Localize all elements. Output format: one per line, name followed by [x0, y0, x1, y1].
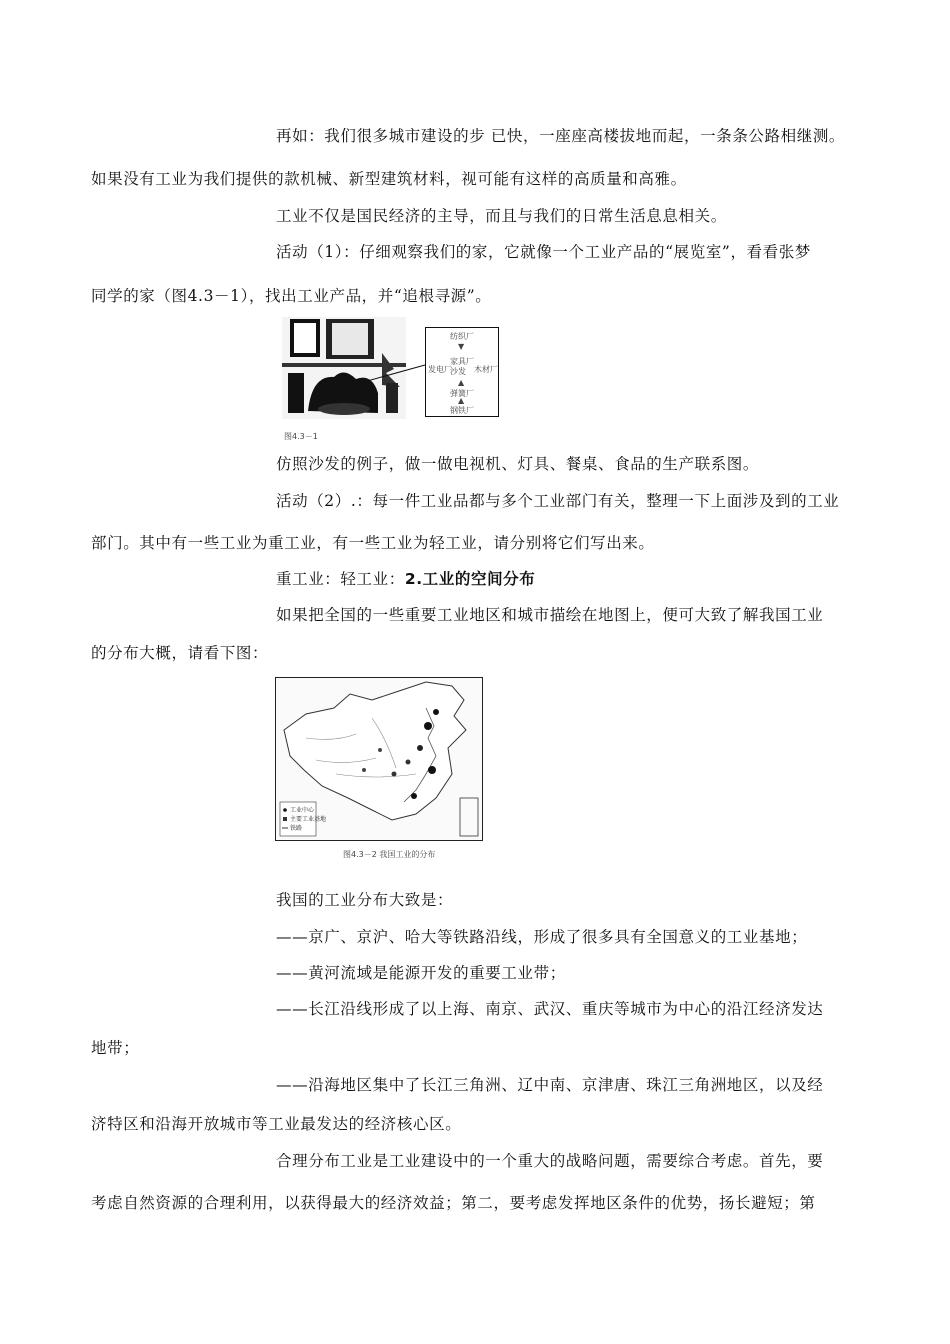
paragraph-line: [276, 569, 535, 589]
paragraph-line: 活动（2）.：每一件工业品都与多个工业部门有关，整理一下上面涉及到的工业: [276, 492, 840, 510]
paragraph-line: 我国的工业分布大致是：: [276, 891, 454, 909]
arrow-up-icon: ▲: [458, 396, 465, 405]
diagram-center-node: 家具厂: [450, 357, 474, 366]
diagram-below-node: 弹簧厂: [450, 389, 474, 398]
arrow-up-icon: ▲: [458, 378, 465, 387]
diagram-bottom-node: 钢铁厂: [450, 406, 474, 415]
diagram-top-node: 纺织厂: [450, 332, 474, 341]
paragraph-line: 仿照沙发的例子，做一做电视机、灯具、餐桌、食品的生产联系图。: [276, 455, 760, 473]
paragraph-line: 的分布大概，请看下图：: [91, 644, 269, 662]
legend-item: 工业中心: [290, 807, 315, 814]
paragraph-line: 如果没有工业为我们提供的款机械、新型建筑材料，视可能有这样的高质量和高雅。: [91, 170, 687, 188]
legend-item: 主要工业基地: [290, 816, 327, 823]
figure-caption: 图4.3－1: [284, 432, 318, 441]
legend-item: 铁路: [290, 825, 303, 832]
paragraph-line: 活动（1）：仔细观察我们的家，它就像一个工业产品的“展览室”，看看张梦: [276, 243, 811, 261]
figure-industry-map: [275, 677, 483, 862]
paragraph-line: ——京广、京沪、哈大等铁路沿线，形成了很多具有全国意义的工业基地；: [276, 928, 808, 946]
figure-caption: 图4.3－2 我国工业的分布: [343, 850, 436, 859]
paragraph-line: ——黄河流域是能源开发的重要工业带；: [276, 964, 566, 982]
map-frame: [275, 677, 483, 841]
sofa-link-diagram: [425, 327, 499, 417]
paragraph-line: 同学的家（图4.3－1），找出工业产品，并“追根寻源”。: [91, 287, 492, 305]
paragraph-line: 部门。其中有一些工业为重工业，有一些工业为轻工业，请分别将它们写出来。: [91, 534, 655, 552]
diagram-left-node: 发电厂: [428, 365, 452, 374]
section-heading: 2.工业的空间分布: [404, 570, 536, 588]
paragraph-line: 济特区和沿海开放城市等工业最发达的经济核心区。: [91, 1115, 462, 1133]
paragraph-line: 考虑自然资源的合理利用，以获得最大的经济效益；第二，要考虑发挥地区条件的优势，扬长避短；第: [91, 1194, 816, 1212]
paragraph-line: 工业不仅是国民经济的主导，而且与我们的日常生活息息相关。: [276, 207, 727, 225]
figure-home-products: [282, 313, 530, 445]
paragraph-line: 如果把全国的一些重要工业地区和城市描绘在地图上，便可大致了解我国工业: [276, 606, 824, 624]
paragraph-line: 再如：我们很多城市建设的步 已快，一座座高楼拔地而起，一条条公路相继测。: [276, 127, 846, 145]
arrow-down-icon: ▼: [458, 342, 465, 351]
paragraph-line: 合理分布工业是工业建设中的一个重大的战略问题，需要综合考虑。首先，要: [276, 1152, 824, 1170]
china-map-illustration: [276, 678, 482, 840]
paragraph-line: ——沿海地区集中了长江三角洲、辽中南、京津唐、珠江三角洲地区，以及经: [276, 1076, 824, 1094]
paragraph-line: ——长江沿线形成了以上海、南京、武汉、重庆等城市为中心的沿江经济发达: [276, 1000, 824, 1018]
diagram-center-label: 沙发: [450, 367, 466, 376]
paragraph-line: 地带；: [91, 1039, 140, 1057]
heavy-light-industry-label: 重工业：轻工业：: [276, 570, 405, 588]
diagram-right-node: 木材厂: [474, 365, 498, 374]
